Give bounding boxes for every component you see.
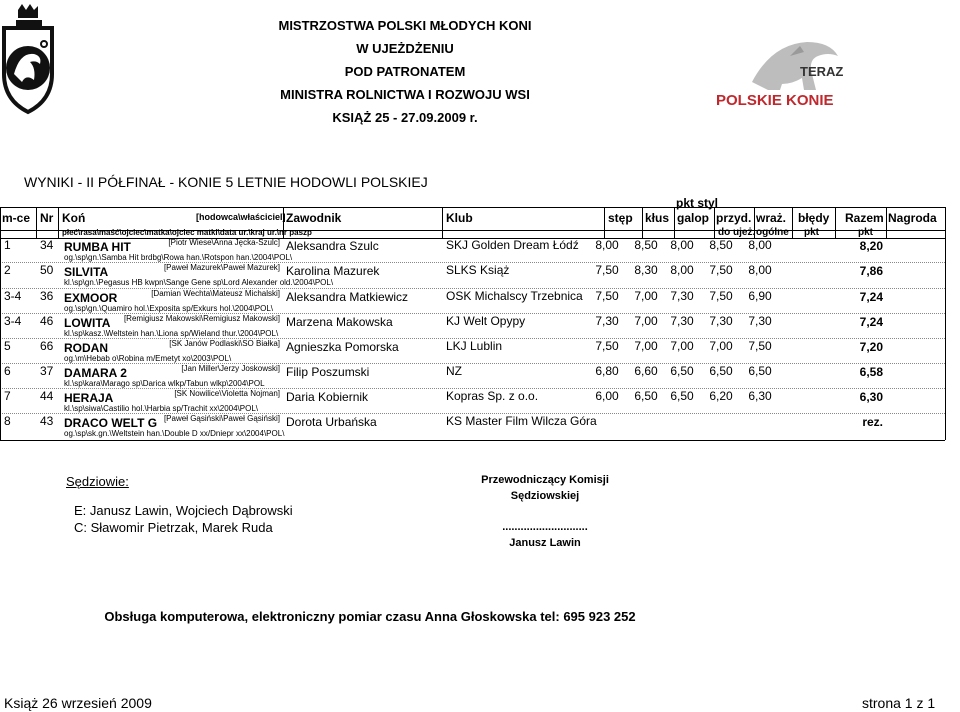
row-rider: Aleksandra Matkiewicz bbox=[286, 290, 409, 304]
row-nr: 37 bbox=[40, 364, 54, 378]
col-razem-pkt: pkt bbox=[858, 227, 873, 238]
row-score-wraz: 6,30 bbox=[748, 389, 772, 403]
col-club: Klub bbox=[446, 211, 473, 225]
row-score-galop: 7,30 bbox=[670, 289, 694, 303]
header-line-1: MISTRZOSTWA POLSKI MŁODYCH KONI bbox=[278, 18, 532, 33]
judges-e: E: Janusz Lawin, Wojciech Dąbrowski bbox=[74, 503, 293, 518]
col-razem: Razem bbox=[845, 211, 884, 225]
row-score-przyd: 7,50 bbox=[709, 289, 733, 303]
row-score-klus: 6,60 bbox=[634, 364, 658, 378]
president-line2: Sędziowskiej bbox=[510, 490, 580, 502]
row-club: SKJ Golden Dream Łódź bbox=[446, 238, 579, 252]
row-score-galop: 7,30 bbox=[670, 314, 694, 328]
row-score-step: 7,50 bbox=[595, 289, 619, 303]
row-score-przyd: 7,50 bbox=[709, 263, 733, 277]
row-rider: Daria Kobiernik bbox=[286, 390, 369, 404]
col-przyd: przyd. bbox=[716, 211, 752, 225]
page-footer-page: strona 1 z 1 bbox=[862, 695, 936, 711]
row-owner: [Damian Wechta\Mateusz Michalski] bbox=[151, 289, 280, 298]
championship-logo bbox=[0, 4, 56, 120]
row-score-klus: 7,00 bbox=[634, 314, 658, 328]
row-total: 7,24 bbox=[859, 315, 883, 329]
col-sub-header: płeć\rasa\maść\ojciec\matka\ojciec matki\data ur.\kraj ur.\nr paszp bbox=[62, 228, 312, 237]
logo-polskie-konie-text: POLSKIE KONIE bbox=[716, 92, 834, 109]
row-score-klus: 7,00 bbox=[634, 289, 658, 303]
row-club: NZ bbox=[446, 364, 462, 378]
row-club: LKJ Lublin bbox=[446, 339, 503, 353]
col-place: m-ce bbox=[2, 211, 31, 225]
results-title: WYNIKI - II PÓŁFINAŁ - KONIE 5 LETNIE HODOWLI POLSKIEJ bbox=[24, 174, 428, 190]
col-bledy: błędy bbox=[798, 211, 830, 225]
row-score-step: 7,30 bbox=[595, 314, 619, 328]
row-place: 8 bbox=[4, 414, 11, 428]
row-club: SLKS Książ bbox=[446, 263, 510, 277]
row-horse: DAMARA 2 bbox=[64, 366, 127, 380]
row-score-step: 6,80 bbox=[595, 364, 619, 378]
row-place: 5 bbox=[4, 339, 11, 353]
row-total: rez. bbox=[862, 415, 883, 429]
col-horse: Koń bbox=[62, 211, 86, 225]
row-total: 6,58 bbox=[859, 365, 883, 379]
row-owner: [SK Janów Podlaski\SO Białka] bbox=[169, 339, 280, 348]
row-place: 2 bbox=[4, 263, 11, 277]
row-score-wraz: 7,50 bbox=[748, 339, 772, 353]
row-total: 6,30 bbox=[859, 390, 883, 404]
row-total: 8,20 bbox=[859, 239, 883, 253]
president-dots: ............................ bbox=[502, 521, 588, 533]
row-owner: [Paweł Gąsiński\Paweł Gąsiński] bbox=[163, 414, 280, 423]
row-owner: [Paweł Mazurek\Paweł Mazurek] bbox=[163, 263, 280, 272]
header-line-2: W UJEŻDŻENIU bbox=[356, 41, 454, 56]
row-horse: DRACO WELT G bbox=[64, 416, 158, 430]
row-horse: RUMBA HIT bbox=[64, 240, 131, 254]
row-score-przyd: 6,20 bbox=[709, 389, 733, 403]
col-rider: Zawodnik bbox=[286, 211, 342, 225]
col-klus: kłus bbox=[645, 211, 670, 225]
col-galop: galop bbox=[677, 211, 709, 225]
row-score-przyd: 6,50 bbox=[709, 364, 733, 378]
row-score-wraz: 6,90 bbox=[748, 289, 772, 303]
row-total: 7,86 bbox=[859, 264, 883, 278]
row-score-step: 7,50 bbox=[595, 339, 619, 353]
row-score-przyd: 7,00 bbox=[709, 339, 733, 353]
row-rider: Filip Poszumski bbox=[286, 365, 370, 379]
col-owner-breeder: [hodowca\właściciel] bbox=[196, 212, 286, 222]
row-pedigree: kl.\sp\kasz.\Weltstein han.\Liona sp/Wieland thur.\2004\POL\ bbox=[64, 329, 279, 338]
col-bledy-pkt: pkt bbox=[804, 227, 819, 238]
page-footer-date: Książ 26 wrzesień 2009 bbox=[4, 695, 152, 711]
row-club: KJ Welt Opypy bbox=[446, 314, 526, 328]
header-line-4: MINISTRA ROLNICTWA I ROZWOJU WSI bbox=[280, 87, 530, 102]
row-score-wraz: 7,30 bbox=[748, 314, 772, 328]
row-rider: Karolina Mazurek bbox=[286, 264, 380, 278]
row-nr: 43 bbox=[40, 414, 54, 428]
row-nr: 44 bbox=[40, 389, 54, 403]
row-score-step: 6,00 bbox=[595, 389, 619, 403]
row-pedigree: og.\sp\gn.\Quamiro hol.\Exposita sp/Exkurs hol.\2004\POL\ bbox=[64, 304, 273, 313]
row-place: 1 bbox=[4, 238, 11, 252]
row-score-galop: 8,00 bbox=[670, 263, 694, 277]
row-nr: 34 bbox=[40, 238, 54, 252]
col-pkt-styl: pkt styl bbox=[676, 196, 719, 210]
row-score-galop: 6,50 bbox=[670, 364, 694, 378]
row-horse: SILVITA bbox=[64, 265, 109, 279]
row-rider: Agnieszka Pomorska bbox=[286, 340, 399, 354]
row-score-wraz: 6,50 bbox=[748, 364, 772, 378]
row-nr: 36 bbox=[40, 289, 54, 303]
row-nr: 46 bbox=[40, 314, 54, 328]
row-score-klus: 6,50 bbox=[634, 389, 658, 403]
row-total: 7,20 bbox=[859, 340, 883, 354]
row-place: 3-4 bbox=[4, 289, 22, 303]
row-score-klus: 8,30 bbox=[634, 263, 658, 277]
row-pedigree: og.\sp\gn.\Samba Hit brdbg\Rowa han.\Rotspon han.\2004\POL\ bbox=[64, 253, 293, 262]
row-club: Kopras Sp. z o.o. bbox=[446, 389, 539, 403]
president-line1: Przewodniczący Komisji bbox=[481, 474, 609, 486]
col-do-ujez: do ujeż. bbox=[718, 227, 756, 238]
row-owner: [Piotr Wiese\Anna Jęcka-Szulc] bbox=[168, 238, 280, 247]
row-score-klus: 7,00 bbox=[634, 339, 658, 353]
row-pedigree: og.\sp\sk.gn.\Weltstein han.\Double D xx/Dniepr xx\2004\POL\ bbox=[64, 429, 285, 438]
row-score-step: 7,50 bbox=[595, 263, 619, 277]
row-score-klus: 8,50 bbox=[634, 238, 658, 252]
row-place: 7 bbox=[4, 389, 11, 403]
col-ogolne: ogólne bbox=[756, 227, 789, 238]
row-score-galop: 7,00 bbox=[670, 339, 694, 353]
row-horse: HERAJA bbox=[64, 391, 114, 405]
row-nr: 50 bbox=[40, 263, 54, 277]
row-score-step: 8,00 bbox=[595, 238, 619, 252]
row-score-galop: 6,50 bbox=[670, 389, 694, 403]
row-score-wraz: 8,00 bbox=[748, 238, 772, 252]
president-name: Janusz Lawin bbox=[509, 537, 581, 549]
judges-c: C: Sławomir Pietrzak, Marek Ruda bbox=[74, 520, 273, 535]
row-pedigree: kl.\sp\siwa\Castilio hol.\Harbia sp/Trachit xx\2004\POL\ bbox=[64, 404, 259, 413]
col-nr: Nr bbox=[40, 211, 54, 225]
row-place: 3-4 bbox=[4, 314, 22, 328]
row-total: 7,24 bbox=[859, 290, 883, 304]
row-rider: Aleksandra Szulc bbox=[286, 239, 379, 253]
row-nr: 66 bbox=[40, 339, 54, 353]
col-nagroda: Nagroda bbox=[888, 211, 937, 225]
row-club: KS Master Film Wilcza Góra bbox=[446, 414, 597, 428]
row-horse: LOWITA bbox=[64, 316, 111, 330]
header-line-5: KSIĄŻ 25 - 27.09.2009 r. bbox=[332, 110, 478, 125]
row-score-przyd: 8,50 bbox=[709, 238, 733, 252]
logo-teraz-text: TERAZ bbox=[800, 64, 844, 79]
row-score-galop: 8,00 bbox=[670, 238, 694, 252]
row-owner: [Jan Miller\Jerzy Joskowski] bbox=[181, 364, 280, 373]
header-line-3: POD PATRONATEM bbox=[344, 64, 466, 79]
service-info: Obsługa komputerowa, elektroniczny pomiar czasu Anna Głoskowska tel: 695 923 252 bbox=[104, 609, 636, 624]
row-score-wraz: 8,00 bbox=[748, 263, 772, 277]
row-club: OSK Michalscy Trzebnica bbox=[446, 289, 583, 303]
row-horse: EXMOOR bbox=[64, 291, 118, 305]
row-rider: Marzena Makowska bbox=[286, 315, 393, 329]
judges-label: Sędziowie: bbox=[66, 474, 129, 489]
row-pedigree: og.\m\Hebab o\Robina m/Emetyt xo\2003\POL\ bbox=[64, 354, 232, 363]
teraz-polskie-konie-logo bbox=[712, 34, 842, 114]
row-rider: Dorota Urbańska bbox=[286, 415, 377, 429]
row-owner: [SK Nowilice\Violetta Nojman] bbox=[174, 389, 280, 398]
col-wraz: wraż. bbox=[756, 211, 787, 225]
row-horse: RODAN bbox=[64, 341, 108, 355]
row-owner: [Remigiusz Makowski\Remigiusz Makowski] bbox=[123, 314, 280, 323]
row-place: 6 bbox=[4, 364, 11, 378]
col-step: stęp bbox=[608, 211, 633, 225]
row-score-przyd: 7,30 bbox=[709, 314, 733, 328]
row-pedigree: kl.\sp\gn.\Pegasus HB kwpn\Sange Gene sp\Lord Alexander old.\2004\POL\ bbox=[64, 278, 334, 287]
row-pedigree: kl.\sp\kara\Marago sp\Darica wlkp/Tabun wlkp\2004\POL bbox=[64, 379, 265, 388]
